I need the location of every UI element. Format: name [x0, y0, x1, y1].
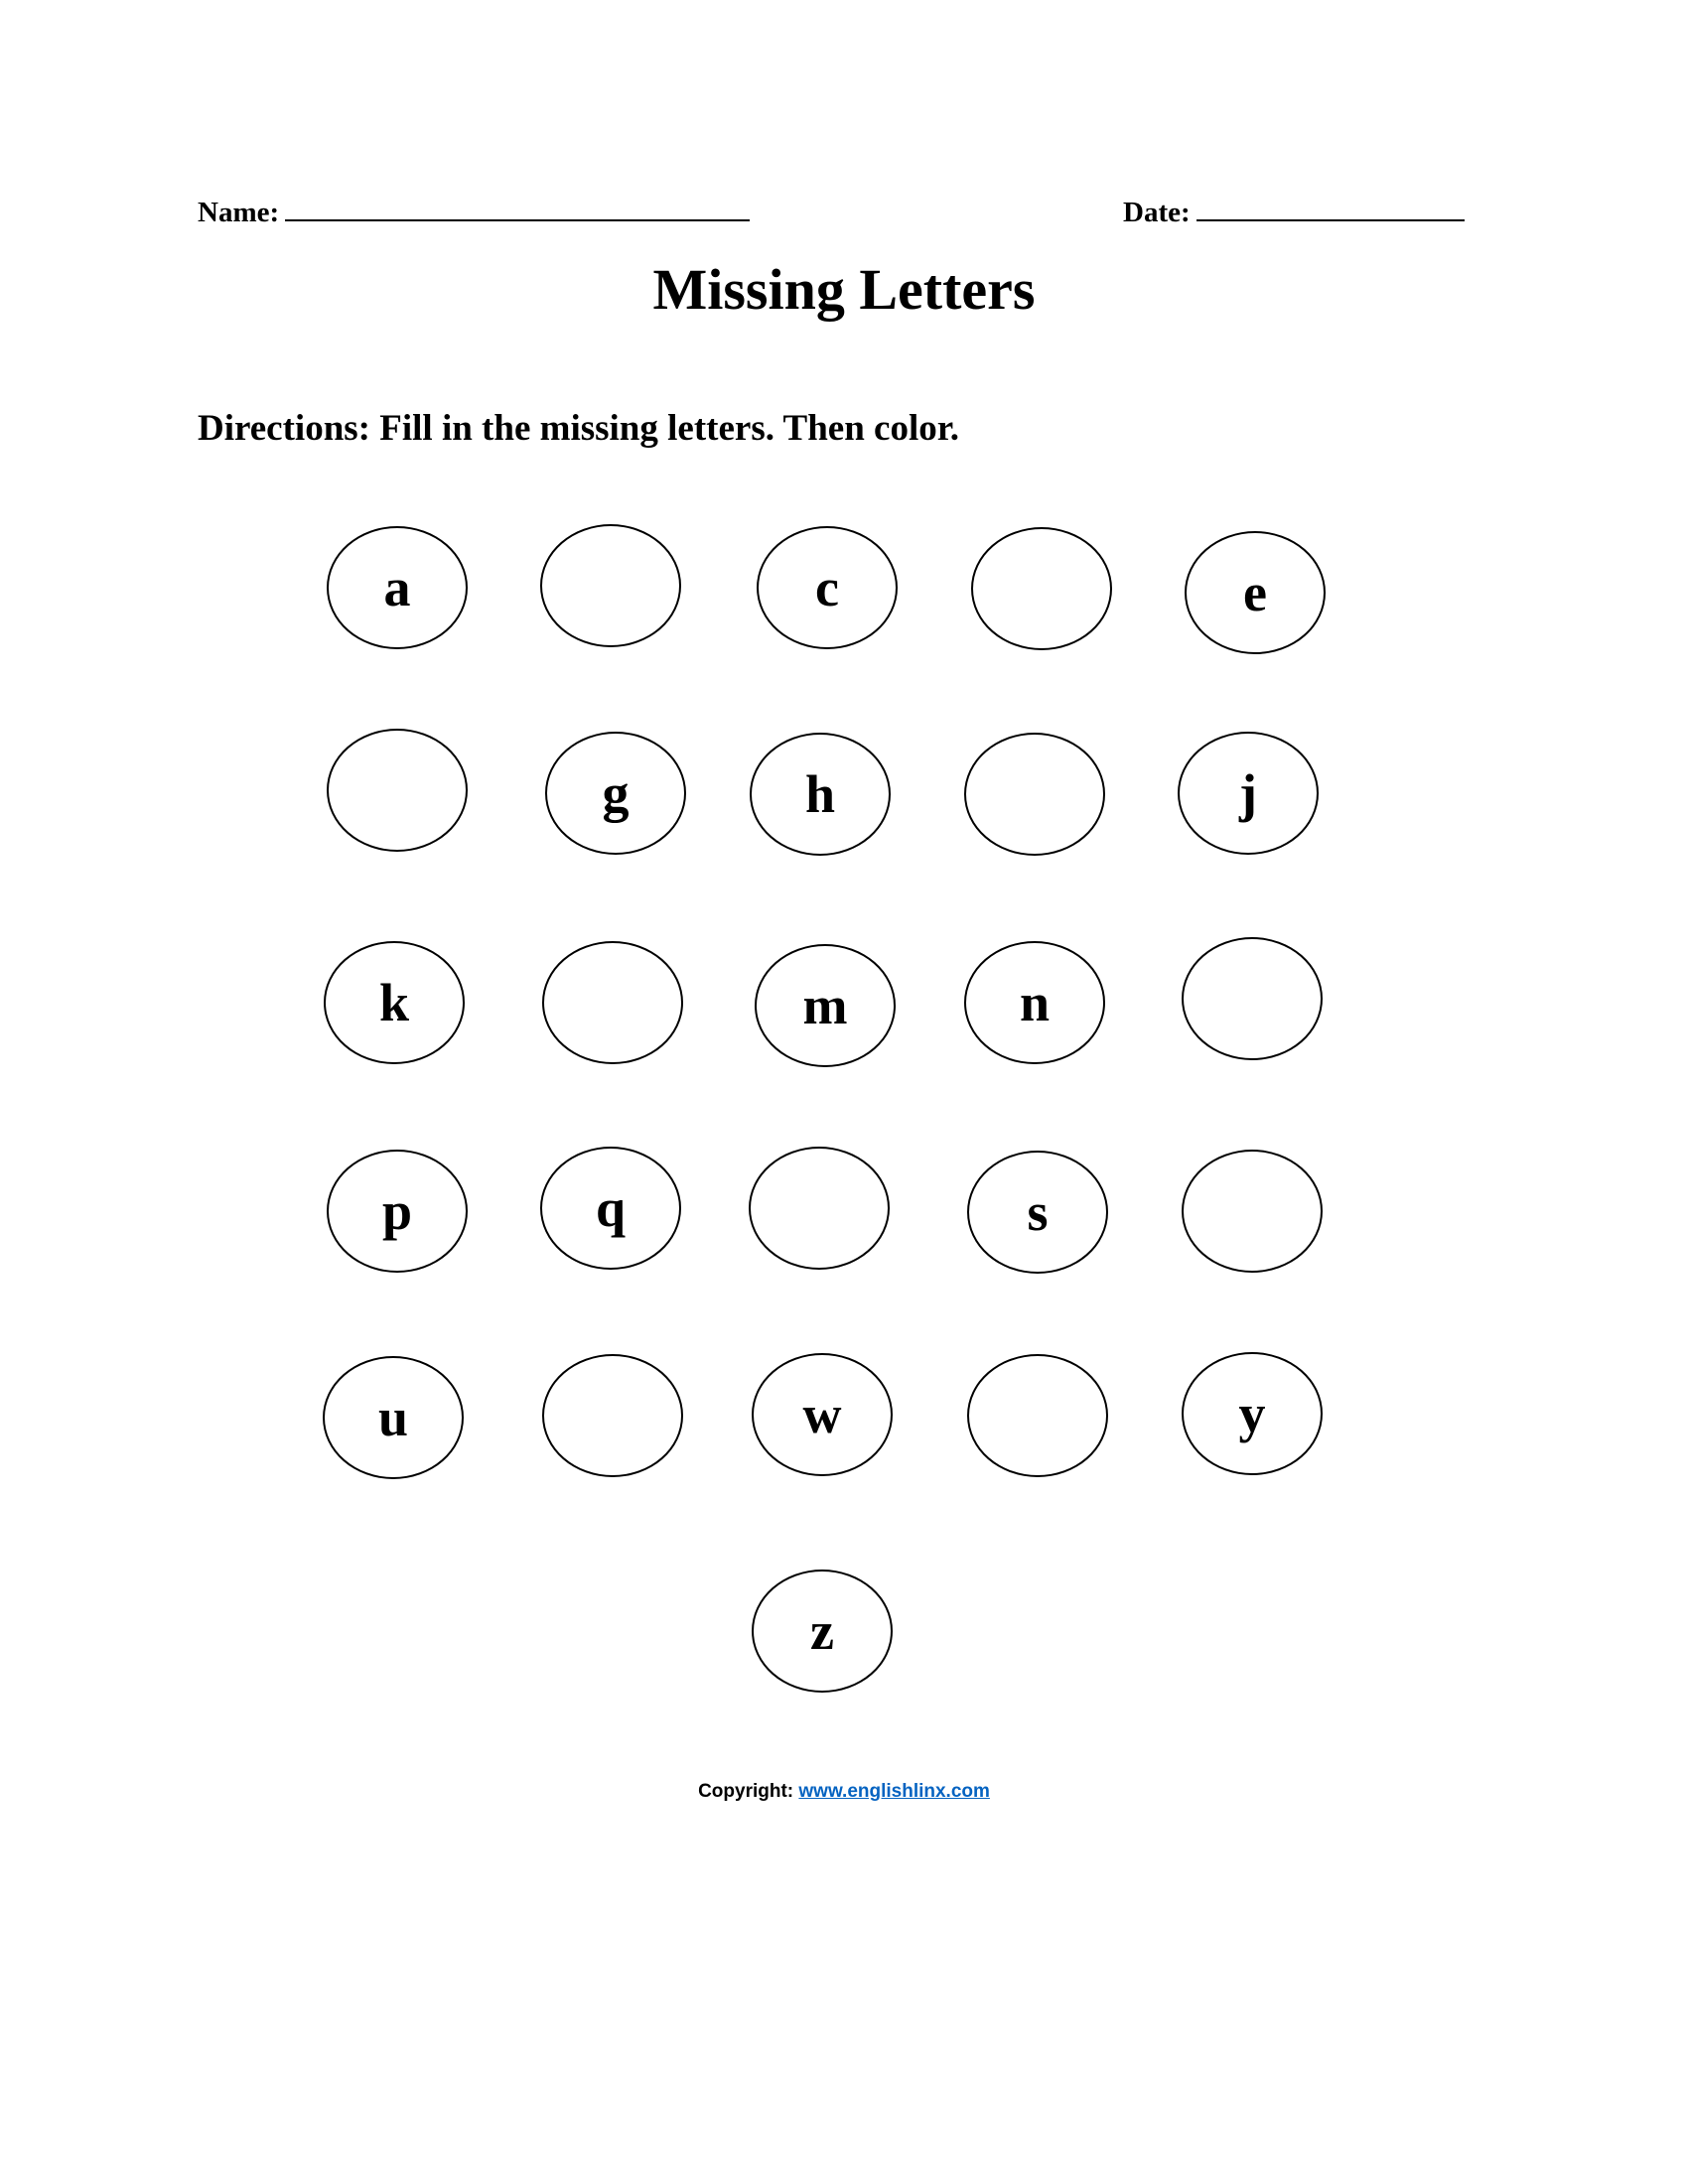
- bubble-letter: g: [602, 763, 630, 823]
- letter-bubble-u: [323, 1356, 464, 1479]
- directions-text: Directions: Fill in the missing letters. Then color.: [198, 408, 960, 449]
- letter-bubble-a: [327, 526, 468, 649]
- bubble-letter: e: [1243, 563, 1267, 622]
- empty-letter-bubble[interactable]: [327, 729, 468, 852]
- empty-letter-bubble[interactable]: [542, 941, 683, 1064]
- empty-letter-bubble[interactable]: [540, 524, 681, 647]
- date-label: Date:: [1123, 197, 1191, 228]
- bubble-letter: y: [1238, 1384, 1266, 1443]
- bubble-letter: u: [377, 1388, 409, 1447]
- letter-bubble-n: [964, 941, 1105, 1064]
- bubble-letter: w: [802, 1385, 842, 1444]
- letter-bubble-p: [327, 1150, 468, 1273]
- name-label: Name:: [198, 197, 280, 228]
- bubble-letter: c: [815, 558, 839, 617]
- letter-bubble-y: [1182, 1352, 1323, 1475]
- date-field[interactable]: [1123, 197, 1465, 229]
- empty-letter-bubble[interactable]: [1182, 1150, 1323, 1273]
- copyright-link[interactable]: www.englishlinx.com: [798, 1781, 990, 1802]
- letter-bubble-k: [324, 941, 465, 1064]
- bubble-letter: n: [1019, 973, 1051, 1032]
- bubble-letter: z: [810, 1601, 834, 1661]
- empty-letter-bubble[interactable]: [971, 527, 1112, 650]
- bubble-letter: a: [383, 558, 411, 617]
- letter-bubble-e: [1185, 531, 1326, 654]
- empty-letter-bubble[interactable]: [967, 1354, 1108, 1477]
- bubble-letter: s: [1027, 1182, 1049, 1242]
- page-title: Missing Letters: [652, 257, 1036, 322]
- copyright-label: Copyright:: [698, 1781, 794, 1802]
- bubble-letter: j: [1239, 763, 1257, 823]
- empty-letter-bubble[interactable]: [964, 733, 1105, 856]
- bubble-letter: k: [378, 973, 410, 1032]
- letter-bubble-w: [752, 1353, 893, 1476]
- letter-bubble-c: [757, 526, 898, 649]
- date-blank-line[interactable]: [1196, 198, 1465, 221]
- bubble-letter: m: [802, 976, 848, 1035]
- letter-bubble-z: [752, 1570, 893, 1693]
- bubble-letter: p: [381, 1181, 413, 1241]
- letter-bubble-s: [967, 1151, 1108, 1274]
- name-blank-line[interactable]: [285, 198, 750, 221]
- letter-bubble-h: [750, 733, 891, 856]
- letter-bubble-j: [1178, 732, 1319, 855]
- letter-bubble-q: [540, 1147, 681, 1270]
- empty-letter-bubble[interactable]: [1182, 937, 1323, 1060]
- bubble-letter: h: [804, 764, 836, 824]
- letter-bubble-m: [755, 944, 896, 1067]
- bubble-letter: q: [595, 1178, 627, 1238]
- copyright-footer: [0, 1781, 1688, 1803]
- empty-letter-bubble[interactable]: [542, 1354, 683, 1477]
- letter-bubble-g: [545, 732, 686, 855]
- name-field[interactable]: [198, 197, 750, 229]
- empty-letter-bubble[interactable]: [749, 1147, 890, 1270]
